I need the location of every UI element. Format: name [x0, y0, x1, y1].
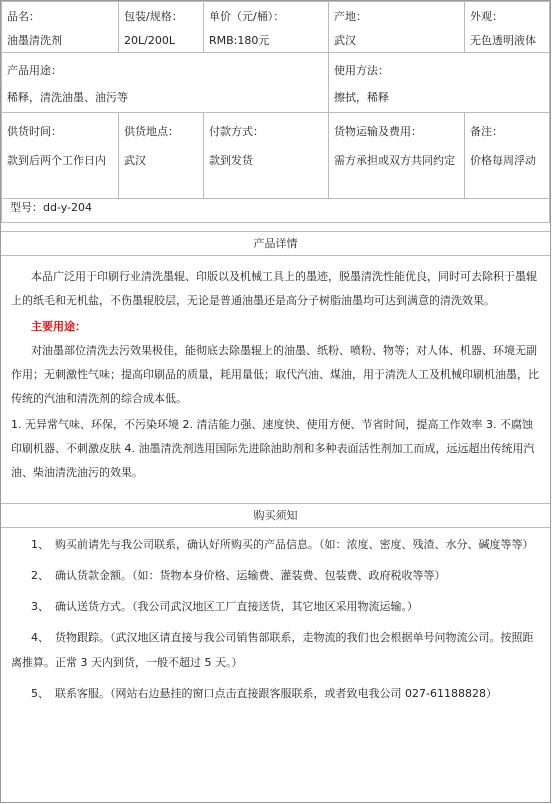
spacer — [1, 489, 550, 503]
purchase-heading: 购买须知 — [1, 503, 550, 528]
item-number: 4、 — [31, 631, 49, 644]
payment-cell — [204, 113, 329, 199]
item-number: 3、 — [31, 600, 49, 613]
spec-row-usage — [2, 53, 550, 113]
name-value: 油墨清洗剂 — [7, 34, 62, 47]
shipping-value: 需方承担或双方共同约定 — [334, 154, 455, 167]
main-use-text: 对油墨部位清洗去污效果极佳，能彻底去除墨辊上的油墨、纸粉、喷粉、物等；对人体、机器、环境无副作用；无刺激性气味；提高印刷品的质量，耗用量低；取代汽油、煤油，用于清洗人工及机械印刷机油墨，比传统的汽油和清洗剂的综合成本低。 — [11, 344, 539, 405]
model-cell: 型号：dd-y-204 — [2, 199, 550, 223]
item-text: 货物跟踪。（武汉地区请直接与我公司销售部联系，走物流的我们也会根据单号问物流公司。按照距离推算。正常 3 天内到货，一般不超过 5 天。） — [11, 631, 534, 669]
spec-row-model — [2, 199, 550, 223]
item-number: 5、 — [31, 687, 49, 700]
purchase-item — [11, 532, 542, 557]
item-text: 购买前请先与我公司联系，确认好所购买的产品信息。（如：浓度、密度、残渣、水分、碱度等等） — [55, 538, 534, 551]
item-text: 确认货款金额。（如：货物本身价格、运输费、灌装费、包装费、政府税收等等） — [55, 569, 446, 582]
remark-cell — [465, 113, 550, 199]
supply-place-value: 武汉 — [124, 154, 146, 167]
look-value: 无色透明液体 — [470, 34, 536, 47]
name-cell — [2, 2, 119, 53]
origin-label: 产地： — [334, 10, 367, 23]
method-label: 使用方法： — [334, 64, 389, 77]
features-text: 1. 无异常气味、环保，不污染环境 2. 清洁能力强、速度快、使用方便、节省时间，提高工作效率 3. 不腐蚀印刷机器、不刺激皮肤 4. 油墨清洗剂选用国际先进除油助剂和多种表面活性剂加工而成，远远超出传统用汽油、柴油清洗油污的效果。 — [11, 418, 535, 479]
item-text: 联系客服。（网站右边悬挂的窗口点击直接跟客服联系，或者致电我公司 027-61188828） — [55, 687, 497, 700]
name-label: 品名： — [7, 10, 40, 23]
item-number: 2、 — [31, 569, 49, 582]
package-value: 20L/200L — [124, 34, 175, 47]
spec-row-supply — [2, 113, 550, 199]
remark-label: 备注： — [470, 125, 503, 138]
remark-value: 价格每周浮动 — [470, 154, 536, 167]
details-intro: 本品广泛用于印刷行业清洗墨辊、印版以及机械工具上的墨迹，脱墨清洗性能优良，同时可去除积于墨辊上的纸毛和无机盐，不伤墨辊胶层，无论是普通油墨还是高分子树脂油墨均可达到满意的清洗效果。 — [11, 270, 537, 307]
payment-value: 款到发货 — [209, 154, 253, 167]
shipping-cell — [329, 113, 465, 199]
use-cell — [2, 53, 329, 113]
use-label: 产品用途： — [7, 64, 62, 77]
purchase-item — [11, 681, 542, 706]
details-section — [1, 256, 550, 489]
supply-time-cell — [2, 113, 119, 199]
look-label: 外观： — [470, 10, 503, 23]
use-value: 稀释，清洗油墨、油污等 — [7, 91, 128, 104]
origin-cell — [329, 2, 465, 53]
item-number: 1、 — [31, 538, 49, 551]
payment-label: 付款方式： — [209, 125, 264, 138]
purchase-item — [11, 625, 542, 675]
spec-row-basic — [2, 2, 550, 53]
purchase-item — [11, 594, 542, 619]
purchase-notes — [1, 528, 550, 706]
price-cell — [204, 2, 329, 53]
details-heading: 产品详情 — [1, 231, 550, 256]
supply-time-value: 款到后两个工作日内 — [7, 154, 106, 167]
method-value: 擦拭，稀释 — [334, 91, 389, 104]
package-label: 包装/规格： — [124, 10, 183, 23]
price-value: RMB:180元 — [209, 34, 270, 47]
shipping-label: 货物运输及费用： — [334, 125, 422, 138]
supply-place-label: 供货地点： — [124, 125, 179, 138]
spacer — [1, 223, 550, 231]
origin-value: 武汉 — [334, 34, 356, 47]
spec-table — [1, 1, 550, 223]
price-label: 单价（元/桶）： — [209, 10, 285, 23]
supply-place-cell — [119, 113, 204, 199]
look-cell — [465, 2, 550, 53]
method-cell — [329, 53, 550, 113]
supply-time-label: 供货时间： — [7, 125, 62, 138]
item-text: 确认送货方式。（我公司武汉地区工厂直接送货，其它地区采用物流运输。） — [55, 600, 418, 613]
main-use-title: 主要用途： — [31, 320, 86, 333]
package-cell — [119, 2, 204, 53]
purchase-item — [11, 563, 542, 588]
